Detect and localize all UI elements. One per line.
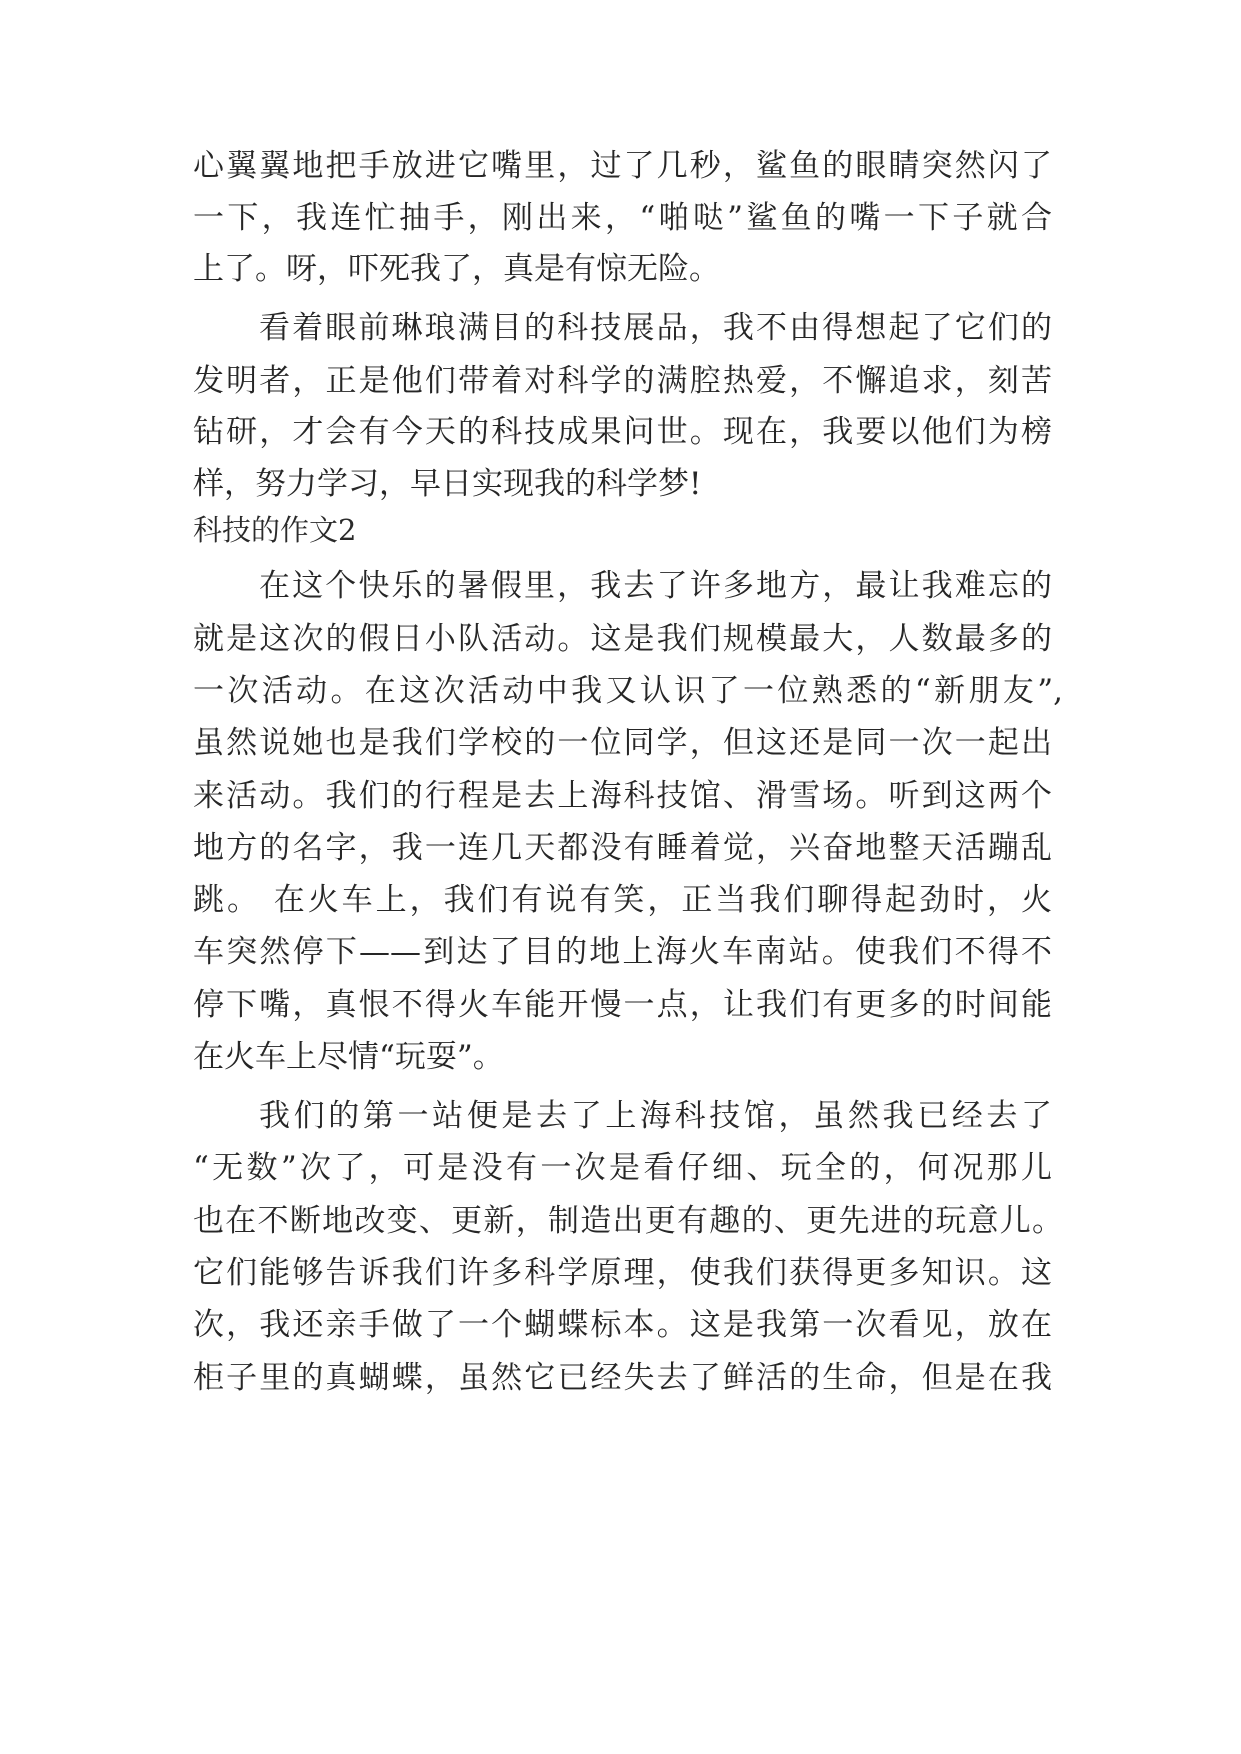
text-line: 也在不断地改变、更新，制造出更有趣的、更先进的玩意儿。 <box>193 1203 1063 1239</box>
text-line: “无数”次了，可是没有一次是看仔细、玩全的，何况那儿 <box>193 1150 1052 1186</box>
text-line: 虽然说她也是我们学校的一位同学，但这还是同一次一起出 <box>193 725 1052 761</box>
text-line: 一下，我连忙抽手，刚出来，“啪哒”鲨鱼的嘴一下子就合 <box>193 200 1052 236</box>
text-line: 次，我还亲手做了一个蝴蝶标本。这是我第一次看见，放在 <box>193 1307 1052 1343</box>
text-line: 它们能够告诉我们许多科学原理，使我们获得更多知识。这 <box>193 1255 1052 1291</box>
text-line: 车突然停下——到达了目的地上海火车南站。使我们不得不 <box>193 934 1052 970</box>
text-line: 看着眼前琳琅满目的科技展品，我不由得想起了它们的 <box>259 310 1052 346</box>
text-line: 上了。呀，吓死我了，真是有惊无险。 <box>193 251 720 287</box>
text-line: 柜子里的真蝴蝶，虽然它已经失去了鲜活的生命，但是在我 <box>193 1360 1052 1396</box>
text-line: 跳。 在火车上，我们有说有笑，正当我们聊得起劲时，火 <box>193 882 1052 918</box>
text-line: 停下嘴，真恨不得火车能开慢一点，让我们有更多的时间能 <box>193 987 1052 1023</box>
text-line: 发明者，正是他们带着对科学的满腔热爱，不懈追求，刻苦 <box>193 363 1052 399</box>
section-heading: 科技的作文2 <box>193 513 357 547</box>
text-line: 来活动。我们的行程是去上海科技馆、滑雪场。听到这两个 <box>193 778 1052 814</box>
text-line: 在火车上尽情“玩耍”。 <box>193 1039 504 1075</box>
text-line: 钻研，才会有今天的科技成果问世。现在，我要以他们为榜 <box>193 414 1052 450</box>
text-line: 地方的名字，我一连几天都没有睡着觉，兴奋地整天活蹦乱 <box>193 830 1052 866</box>
text-line: 样，努力学习，早日实现我的科学梦! <box>193 466 702 502</box>
text-line: 我们的第一站便是去了上海科技馆，虽然我已经去了 <box>259 1098 1052 1134</box>
text-line: 一次活动。在这次活动中我又认识了一位熟悉的“新朋友”, <box>193 673 1063 709</box>
text-line: 就是这次的假日小队活动。这是我们规模最大，人数最多的 <box>193 621 1052 657</box>
text-line: 心翼翼地把手放进它嘴里，过了几秒，鲨鱼的眼睛突然闪了 <box>193 148 1052 184</box>
text-line: 在这个快乐的暑假里，我去了许多地方，最让我难忘的 <box>259 568 1052 604</box>
